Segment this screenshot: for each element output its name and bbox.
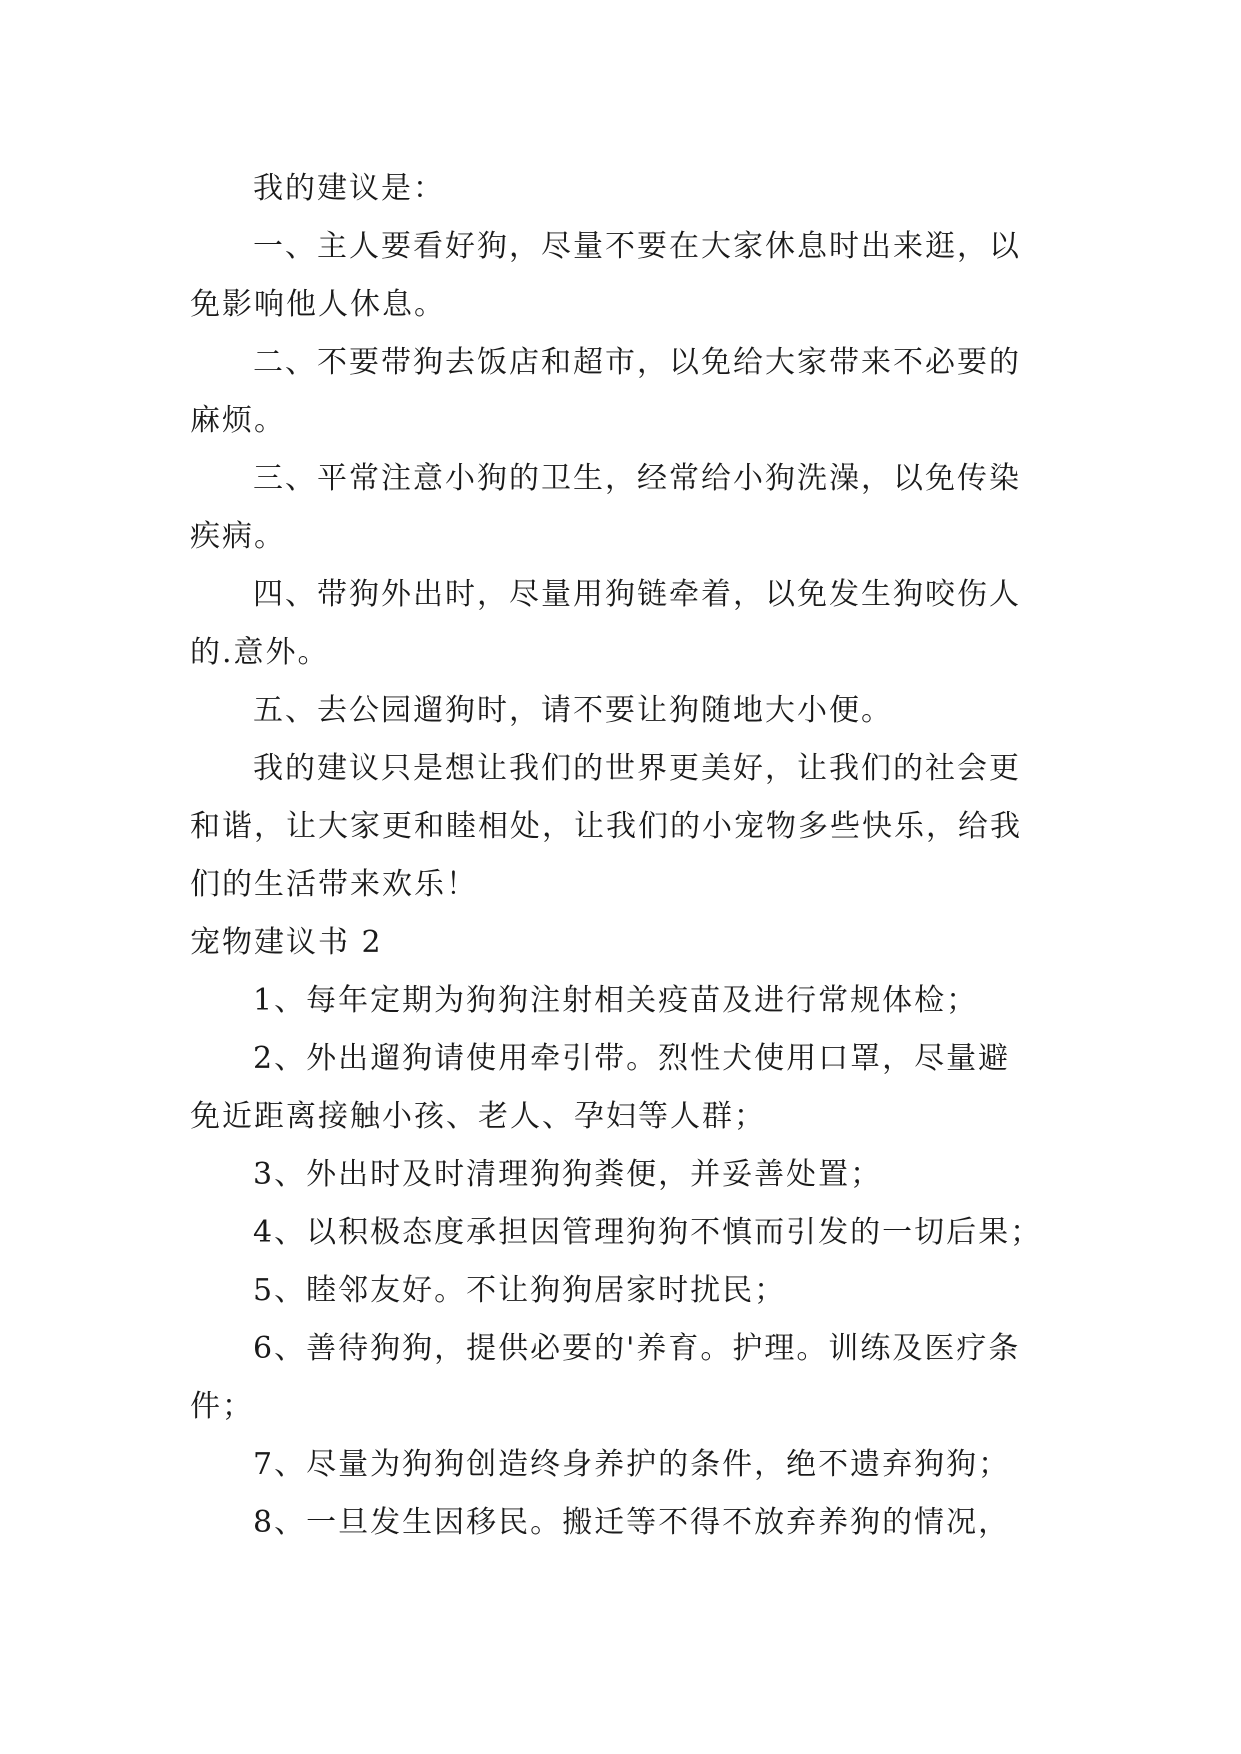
text-line: 3、外出时及时清理狗狗粪便，并妥善处置；	[253, 1157, 883, 1192]
text-line: 件；	[190, 1389, 254, 1424]
text-line: 1、每年定期为狗狗注射相关疫苗及进行常规体检；	[253, 983, 979, 1018]
text-line: 5、睦邻友好。不让狗狗居家时扰民；	[253, 1273, 787, 1308]
text-line: 8、一旦发生因移民。搬迁等不得不放弃养狗的情况，	[253, 1505, 1011, 1540]
text-line: 免影响他人休息。	[190, 287, 446, 322]
text-line: 4、以积极态度承担因管理狗狗不慎而引发的一切后果；	[253, 1215, 1043, 1250]
text-line: 五、去公园遛狗时，请不要让狗随地大小便。	[253, 693, 893, 728]
text-line: 二、不要带狗去饭店和超市，以免给大家带来不必要的	[253, 345, 1021, 380]
text-line: 6、善待狗狗，提供必要的'养育。护理。训练及医疗条	[253, 1331, 1021, 1366]
text-line: 四、带狗外出时，尽量用狗链牵着，以免发生狗咬伤人	[253, 577, 1021, 612]
text-line: 我的建议是：	[253, 171, 445, 206]
text-line: 和谐，让大家更和睦相处，让我们的小宠物多些快乐，给我	[190, 809, 1022, 844]
text-line: 们的生活带来欢乐！	[190, 867, 478, 902]
text-line: 的.意外。	[190, 635, 330, 670]
text-line: 免近距离接触小孩、老人、孕妇等人群；	[190, 1099, 766, 1134]
section-heading: 宠物建议书 2	[190, 925, 383, 960]
text-line: 疾病。	[190, 519, 286, 554]
text-line: 三、平常注意小狗的卫生，经常给小狗洗澡，以免传染	[253, 461, 1021, 496]
document-body	[190, 160, 1070, 1552]
text-line: 7、尽量为狗狗创造终身养护的条件，绝不遗弃狗狗；	[253, 1447, 1011, 1482]
text-line: 麻烦。	[190, 403, 286, 438]
text-line: 2、外出遛狗请使用牵引带。烈性犬使用口罩，尽量避	[253, 1041, 1011, 1076]
text-line: 一、主人要看好狗，尽量不要在大家休息时出来逛，以	[253, 229, 1021, 264]
text-line: 我的建议只是想让我们的世界更美好，让我们的社会更	[253, 751, 1021, 786]
